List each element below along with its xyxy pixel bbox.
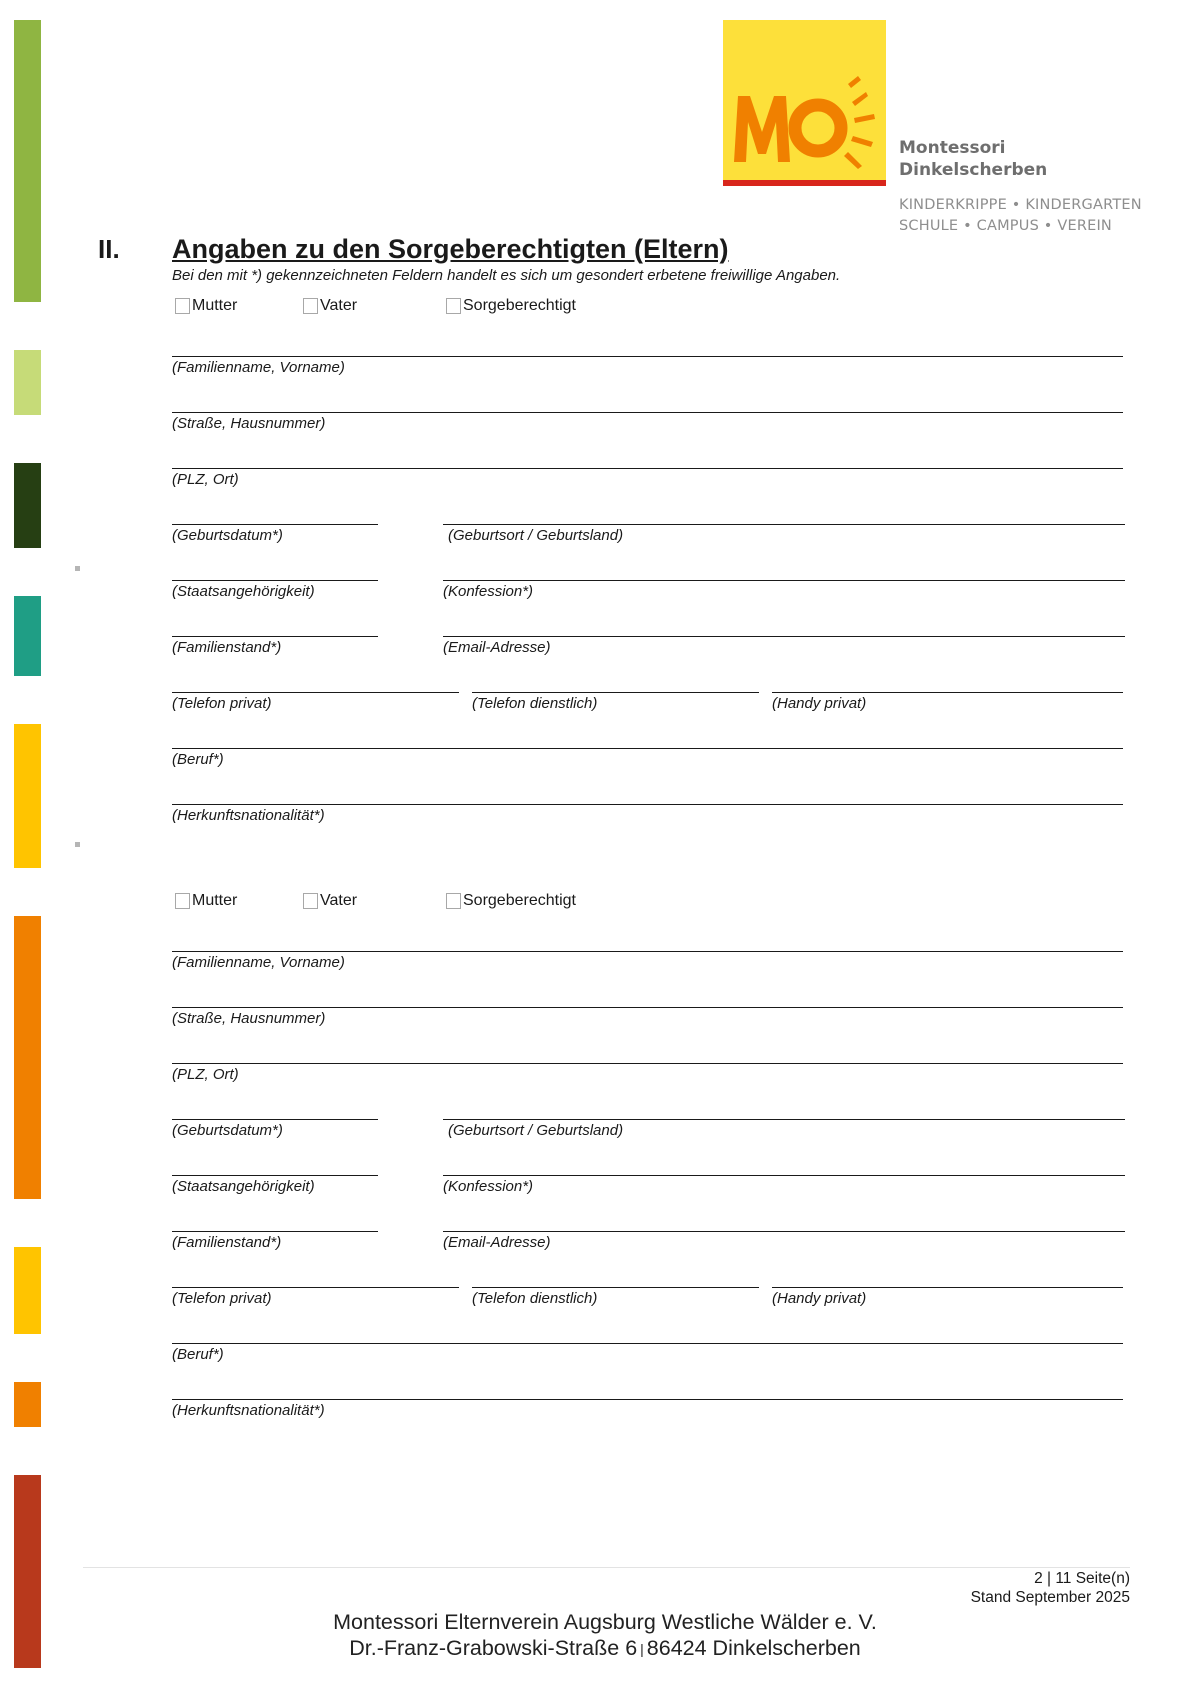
email-field-label: (Email-Adresse) xyxy=(443,639,551,656)
document-version: Stand September 2025 xyxy=(970,1589,1130,1606)
checkbox-box[interactable] xyxy=(303,298,318,314)
montessori-logo-icon xyxy=(730,70,880,180)
birthdate-field-line[interactable] xyxy=(172,1119,378,1120)
phone-work-field-label: (Telefon dienstlich) xyxy=(472,1290,598,1307)
checkbox-box[interactable] xyxy=(446,298,461,314)
phone-work-field-line[interactable] xyxy=(472,1287,759,1288)
checkbox-label: Vater xyxy=(320,297,358,314)
section-title: Angaben zu den Sorgeberechtigten (Eltern) xyxy=(172,234,729,264)
street: Dr.-Franz-Grabowski-Straße 6 xyxy=(349,1636,638,1660)
page-info xyxy=(971,1569,1130,1607)
religion-field-label: (Konfession*) xyxy=(443,1178,534,1195)
mobile-field-label: (Handy privat) xyxy=(772,1290,867,1307)
mobile-field-label: (Handy privat) xyxy=(772,695,867,712)
marital-field-line[interactable] xyxy=(172,1231,378,1232)
phone-work-field-line[interactable] xyxy=(472,692,759,693)
birthplace-field-line[interactable] xyxy=(443,1119,1125,1120)
job-field-label: (Beruf*) xyxy=(172,751,224,768)
checkbox-box[interactable] xyxy=(175,893,190,909)
mobile-field-line[interactable] xyxy=(772,1287,1123,1288)
checkbox-label: Mutter xyxy=(192,892,238,909)
color-bar-red xyxy=(14,1475,41,1668)
margin-mark xyxy=(75,842,80,847)
city-field-label: (PLZ, Ort) xyxy=(172,471,239,488)
address-separator: | xyxy=(640,1641,644,1657)
logo-name: Montessori Dinkelscherben xyxy=(899,138,1048,180)
name-field-label: (Familienname, Vorname) xyxy=(172,359,345,376)
color-bar-darkgreen xyxy=(14,463,41,548)
footer-address xyxy=(325,1609,885,1662)
color-bar-green xyxy=(14,20,41,302)
birthplace-field-label: (Geburtsort / Geburtsland) xyxy=(448,527,624,544)
checkbox-label: Vater xyxy=(320,892,358,909)
checkbox-vater[interactable] xyxy=(303,297,357,315)
marital-field-label: (Familienstand*) xyxy=(172,639,282,656)
citizenship-field-line[interactable] xyxy=(172,1175,378,1176)
city-field-label: (PLZ, Ort) xyxy=(172,1066,239,1083)
religion-field-line[interactable] xyxy=(443,1175,1125,1176)
citizenship-field-label: (Staatsangehörigkeit) xyxy=(172,583,315,600)
checkbox-vater[interactable] xyxy=(303,892,357,910)
citizenship-field-line[interactable] xyxy=(172,580,378,581)
phone-private-field-line[interactable] xyxy=(172,692,459,693)
job-field-line[interactable] xyxy=(172,1343,1123,1344)
email-field-label: (Email-Adresse) xyxy=(443,1234,551,1251)
city-field-line[interactable] xyxy=(172,1063,1123,1064)
street-field-label: (Straße, Hausnummer) xyxy=(172,1010,326,1027)
city: 86424 Dinkelscherben xyxy=(646,1636,861,1660)
birthdate-field-label: (Geburtsdatum*) xyxy=(172,527,283,544)
checkbox-box[interactable] xyxy=(175,298,190,314)
color-bar-lightgreen xyxy=(14,350,41,415)
name-field-line[interactable] xyxy=(172,951,1123,952)
phone-work-field-label: (Telefon dienstlich) xyxy=(472,695,598,712)
birthdate-field-line[interactable] xyxy=(172,524,378,525)
phone-private-field-label: (Telefon privat) xyxy=(172,1290,272,1307)
checkbox-label: Mutter xyxy=(192,297,238,314)
optional-fields-note: Bei den mit *) gekennzeichneten Feldern handelt es sich um gesondert erbetene freiwillige Angaben. xyxy=(172,267,841,284)
city-field-line[interactable] xyxy=(172,468,1123,469)
checkbox-box[interactable] xyxy=(303,893,318,909)
color-bar-yellow-2 xyxy=(14,1247,41,1334)
organization-name: Montessori Elternverein Augsburg Westliche Wälder e. V. xyxy=(333,1610,877,1634)
logo-underline xyxy=(723,180,886,186)
birthplace-field-line[interactable] xyxy=(443,524,1125,525)
birthplace-field-label: (Geburtsort / Geburtsland) xyxy=(448,1122,624,1139)
address-line xyxy=(325,1635,885,1662)
color-bar-orange-2 xyxy=(14,1382,41,1427)
checkbox-sorgeberechtigt[interactable] xyxy=(446,297,576,315)
color-bar-teal xyxy=(14,596,41,676)
checkbox-mutter[interactable] xyxy=(175,892,237,910)
job-field-line[interactable] xyxy=(172,748,1123,749)
section-number: II. xyxy=(98,234,120,264)
checkbox-mutter[interactable] xyxy=(175,297,237,315)
phone-private-field-line[interactable] xyxy=(172,1287,459,1288)
color-bar-orange xyxy=(14,916,41,1199)
email-field-line[interactable] xyxy=(443,636,1125,637)
birthdate-field-label: (Geburtsdatum*) xyxy=(172,1122,283,1139)
origin-field-label: (Herkunftsnationalität*) xyxy=(172,1402,325,1419)
marital-field-label: (Familienstand*) xyxy=(172,1234,282,1251)
religion-field-label: (Konfession*) xyxy=(443,583,534,600)
checkbox-box[interactable] xyxy=(446,893,461,909)
margin-mark xyxy=(75,566,80,571)
email-field-line[interactable] xyxy=(443,1231,1125,1232)
name-field-line[interactable] xyxy=(172,356,1123,357)
street-field-line[interactable] xyxy=(172,412,1123,413)
origin-field-line[interactable] xyxy=(172,804,1123,805)
mobile-field-line[interactable] xyxy=(772,692,1123,693)
page-number: 2 | 11 Seite(n) xyxy=(1034,1570,1130,1587)
religion-field-line[interactable] xyxy=(443,580,1125,581)
logo-tagline: KINDERKRIPPE • KINDERGARTEN SCHULE • CAMPUS • VEREIN xyxy=(899,197,1142,234)
footer-divider xyxy=(83,1567,1130,1568)
checkbox-sorgeberechtigt[interactable] xyxy=(446,892,576,910)
checkbox-label: Sorgeberechtigt xyxy=(463,892,576,909)
color-bar-yellow xyxy=(14,724,41,868)
name-field-label: (Familienname, Vorname) xyxy=(172,954,345,971)
citizenship-field-label: (Staatsangehörigkeit) xyxy=(172,1178,315,1195)
street-field-label: (Straße, Hausnummer) xyxy=(172,415,326,432)
job-field-label: (Beruf*) xyxy=(172,1346,224,1363)
origin-field-line[interactable] xyxy=(172,1399,1123,1400)
street-field-line[interactable] xyxy=(172,1007,1123,1008)
phone-private-field-label: (Telefon privat) xyxy=(172,695,272,712)
origin-field-label: (Herkunftsnationalität*) xyxy=(172,807,325,824)
checkbox-label: Sorgeberechtigt xyxy=(463,297,576,314)
marital-field-line[interactable] xyxy=(172,636,378,637)
